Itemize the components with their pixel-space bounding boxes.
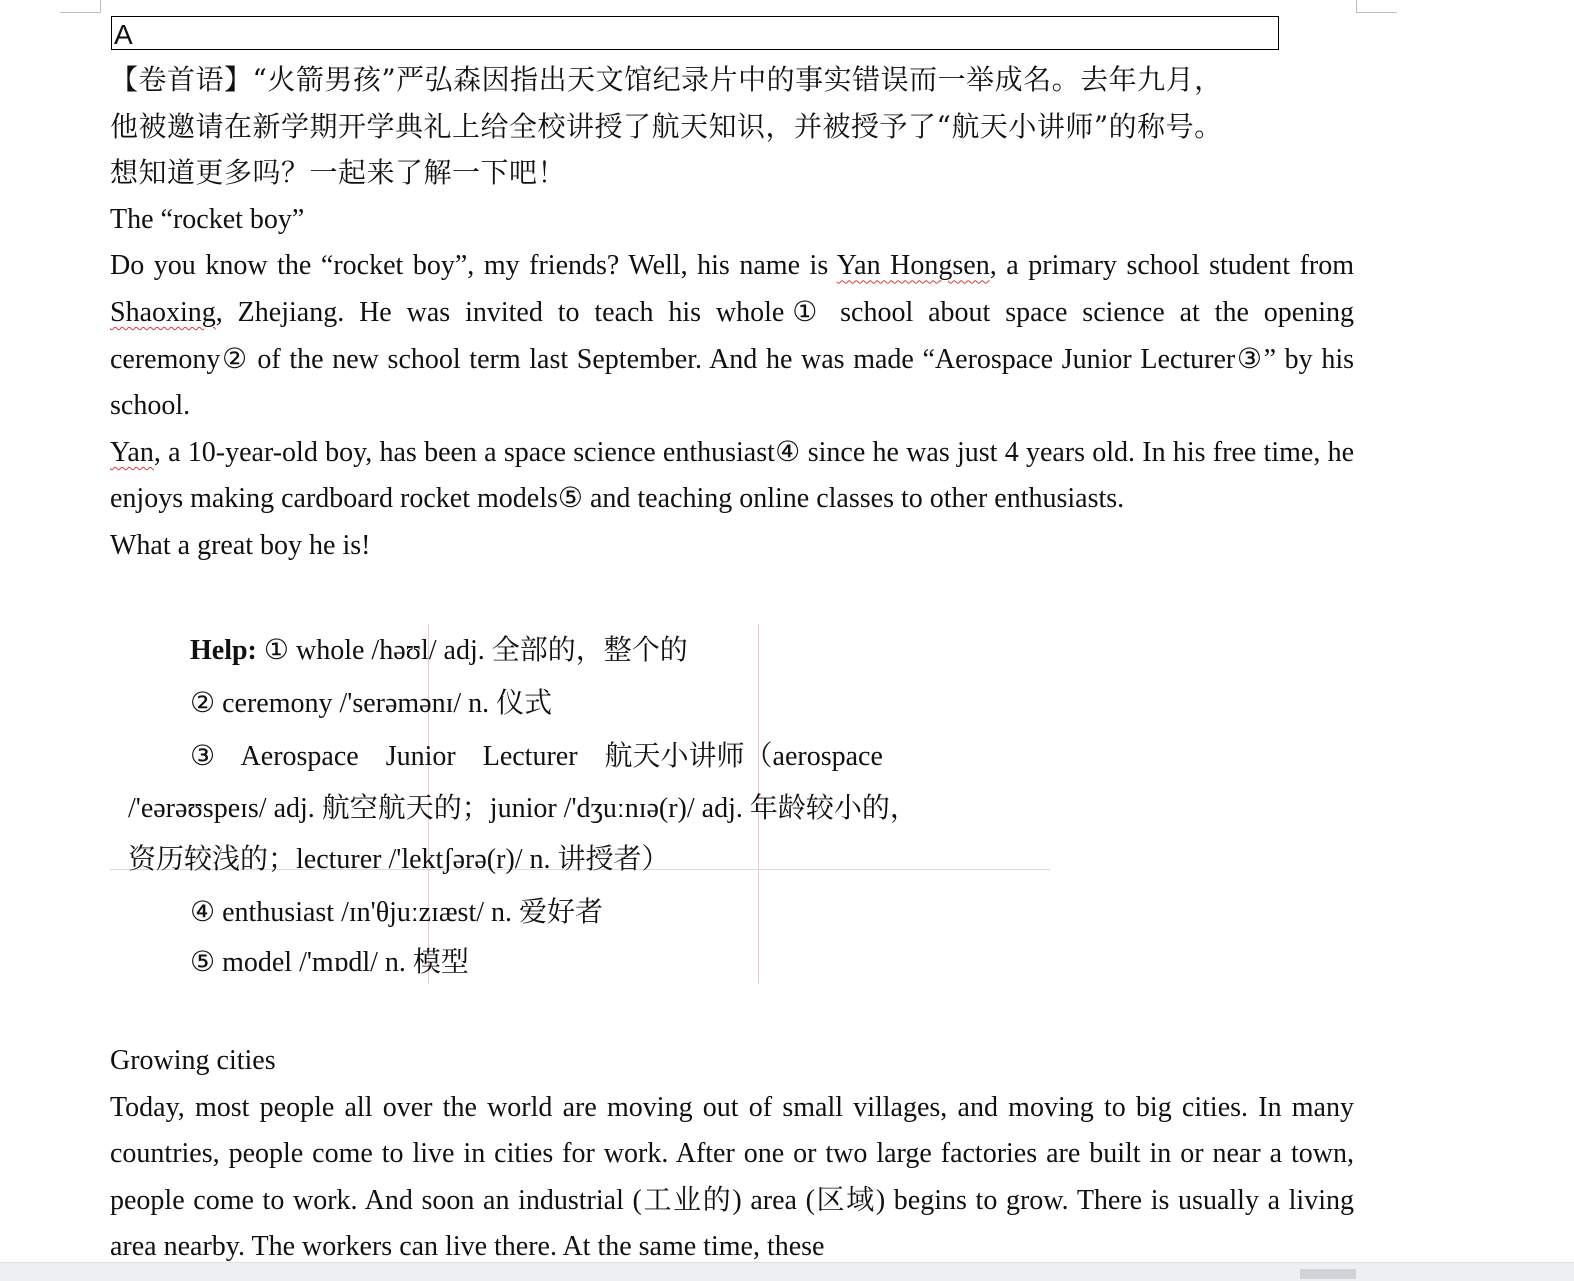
passage1-paragraph-1: Do you know the “rocket boy”, my friends? Well, his name is Yan Hongsen, a primary school student from Shaoxing, Zhejiang. He was invited to teach his whole① school about space science at the opening ceremony② of the new school term last September. And he was made “Aerospace Junior Lecturer③” by his school. xyxy=(110,250,1354,422)
passage1-title: The “rocket boy” xyxy=(110,203,305,235)
help-item-3c: 资历较浅的；lecturer /'lektʃərə(r)/ n. 讲授者） xyxy=(128,844,670,875)
help-item-3b: /'eərəʊspeɪs/ adj. 航空航天的；junior /'dʒuːnɪə(r)/ adj. 年龄较小的， xyxy=(128,793,918,824)
passage1-paragraph-3: What a great boy he is! xyxy=(110,529,371,561)
help-item-3a: ③ Aerospace Junior Lecturer 航天小讲师（aerospace xyxy=(190,741,883,772)
help-item-5: ⑤ model /'mɒdl/ n. 模型 xyxy=(190,947,469,978)
spellcheck-name: Yan Hongsen xyxy=(836,250,990,282)
help-item-1: Help: ① whole /həʊl/ adj. 全部的，整个的 xyxy=(190,635,688,666)
passage1-paragraph-2: Yan, a 10-year-old boy, has been a space science enthusiast④ since he was just 4 years old. In his free time, he enjoys making cardboard rocket models⑤ and teaching online classes to other enthusiasts. xyxy=(110,436,1354,515)
spellcheck-yan: Yan xyxy=(110,436,154,468)
text-box-label: A xyxy=(114,19,133,50)
passage2-paragraph-1: Today, most people all over the world are moving out of small villages, and moving to big cities. In many countries, people come to live in cities for work. After one or two large factories are built in or near a town, people come to work. And soon an industrial (工业的) area (区域) begins to grow. There is usually a living area nearby. The workers can live there. At the same time, these xyxy=(110,1091,1354,1263)
intro-line-1: 【卷首语】“火箭男孩”严弘森因指出天文馆纪录片中的事实错误而一举成名。去年九月， xyxy=(110,63,1223,96)
page-corner-mark-left xyxy=(60,0,101,13)
passage2-title: Growing cities xyxy=(110,1045,276,1076)
intro-line-3: 想知道更多吗？一起来了解一下吧！ xyxy=(110,156,567,190)
page-corner-mark-right xyxy=(1356,0,1397,13)
passage2 xyxy=(110,1038,1354,1271)
scrollbar-thumb[interactable] xyxy=(1300,1269,1356,1279)
document-body xyxy=(110,57,1354,570)
horizontal-scrollbar[interactable] xyxy=(0,1262,1574,1281)
intro-line-2: 他被邀请在新学期开学典礼上给全校讲授了航天知识，并被授予了“航天小讲师”的称号。 xyxy=(110,109,1223,143)
help-item-4: ④ enthusiast /ɪn'θjuːzɪæst/ n. 爱好者 xyxy=(190,897,604,928)
spellcheck-city: Shaoxing xyxy=(110,296,216,328)
help-item-2: ② ceremony /'serəmənɪ/ n. 仪式 xyxy=(190,688,553,719)
help-label: Help: xyxy=(190,635,257,666)
text-box[interactable] xyxy=(111,16,1279,50)
